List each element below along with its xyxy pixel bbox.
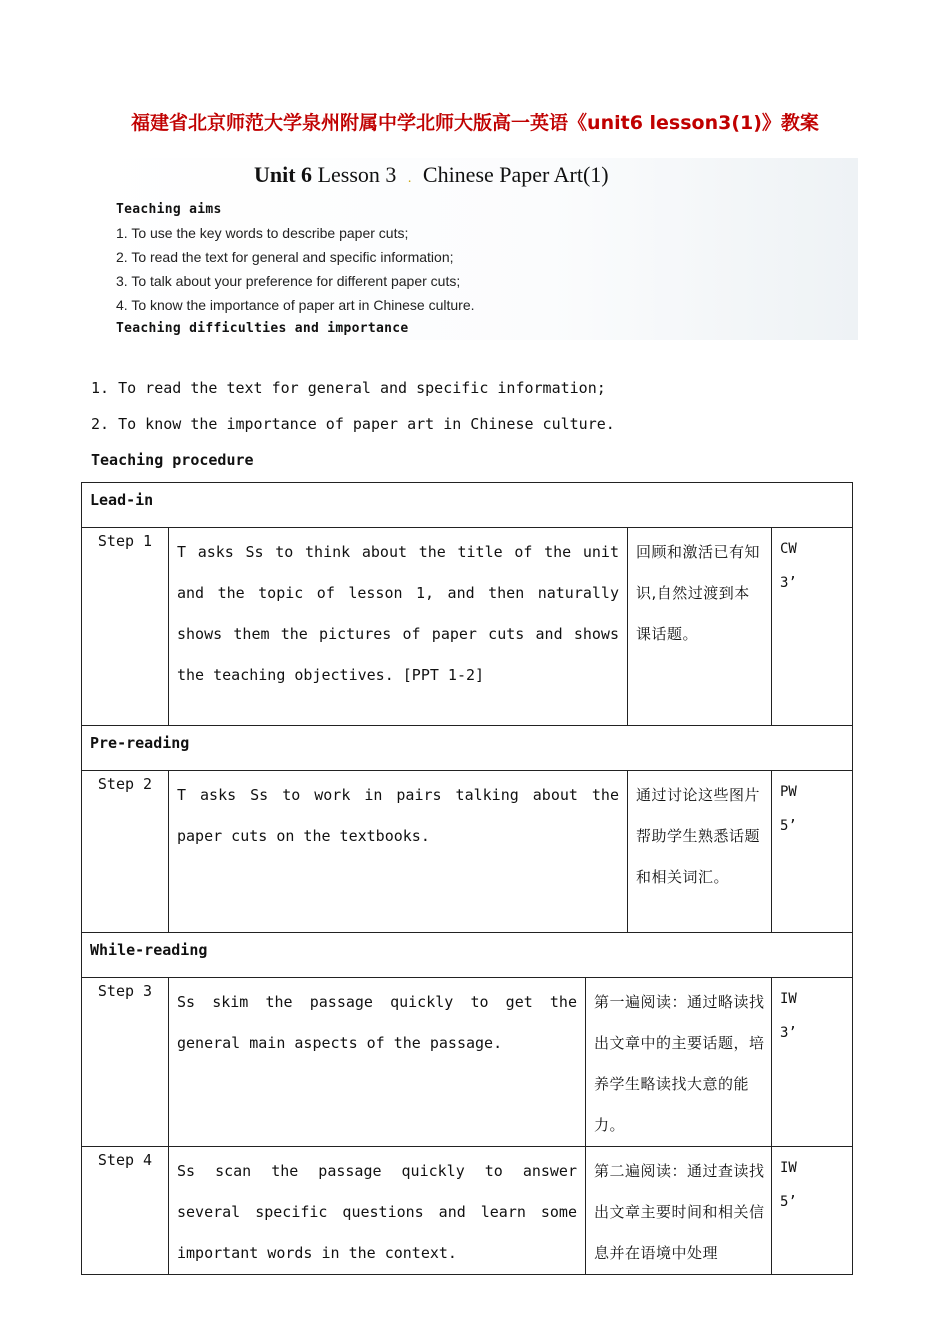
step-description: T asks Ss to work in pairs talking about the paper cuts on the textbooks.	[169, 771, 628, 933]
section-row	[82, 933, 853, 978]
banner-unit: Unit 6	[254, 162, 313, 187]
aim-item-1: 1. To use the key words to describe paper cuts;	[116, 225, 409, 241]
step-purpose: 通过讨论这些图片帮助学生熟悉话题和相关词汇。	[628, 771, 772, 933]
banner-title	[254, 162, 609, 188]
step-mode-time	[772, 771, 853, 933]
step-time: 5’	[780, 1194, 797, 1210]
difficulty-item-2: 2. To know the importance of paper art in Chinese culture.	[91, 415, 615, 433]
step-description: Ss skim the passage quickly to get the general main aspects of the passage.	[169, 978, 586, 1147]
step-label: Step 3	[82, 978, 169, 1147]
procedure-heading: Teaching procedure	[91, 451, 254, 469]
step-time: 3’	[780, 1025, 797, 1041]
document-title: 福建省北京师范大学泉州附属中学北师大版高一英语《unit6 lesson3(1)》教案	[131, 112, 819, 134]
section-label: Lead-in	[82, 483, 853, 528]
lesson-banner	[90, 158, 858, 340]
step-description: T asks Ss to think about the title of the unit and the topic of lesson 1, and then naturally shows them the pictures of paper cuts and shows the teaching objectives. [PPT 1-2]	[169, 528, 628, 726]
step-mode: CW	[780, 541, 797, 557]
aim-item-3: 3. To talk about your preference for different paper cuts;	[116, 273, 461, 289]
step-mode: IW	[780, 991, 797, 1007]
banner-topic: Chinese Paper Art(1)	[422, 162, 609, 187]
step-mode-time	[772, 528, 853, 726]
step-label: Step 1	[82, 528, 169, 726]
section-label: Pre-reading	[82, 726, 853, 771]
step-mode-time	[772, 978, 853, 1147]
difficulties-heading: Teaching difficulties and importance	[116, 321, 409, 336]
step-purpose: 回顾和激活已有知识,自然过渡到本课话题。	[628, 528, 772, 726]
step-purpose: 第一遍阅读：通过略读找出文章中的主要话题，培养学生略读找大意的能力。	[586, 978, 772, 1147]
step-mode-time	[772, 1147, 853, 1275]
banner-lesson: Lesson 3	[317, 162, 397, 187]
table-row	[82, 1147, 853, 1275]
section-row	[82, 726, 853, 771]
aim-item-2: 2. To read the text for general and specific information;	[116, 249, 454, 265]
section-row	[82, 483, 853, 528]
table-row	[82, 528, 853, 726]
step-mode: IW	[780, 1160, 797, 1176]
step-description: Ss scan the passage quickly to answer several specific questions and learn some important words in the context.	[169, 1147, 586, 1275]
procedure-table	[81, 482, 853, 1275]
table-row	[82, 771, 853, 933]
step-mode: PW	[780, 784, 797, 800]
step-label: Step 4	[82, 1147, 169, 1275]
aims-heading: Teaching aims	[116, 202, 222, 217]
step-label: Step 2	[82, 771, 169, 933]
banner-dot: .	[407, 171, 412, 186]
step-purpose: 第二遍阅读：通过查读找出文章主要时间和相关信息并在语境中处理	[586, 1147, 772, 1275]
step-time: 3’	[780, 575, 797, 591]
difficulty-item-1: 1. To read the text for general and specific information;	[91, 379, 606, 397]
aim-item-4: 4. To know the importance of paper art in Chinese culture.	[116, 297, 475, 313]
section-label: While-reading	[82, 933, 853, 978]
step-time: 5’	[780, 818, 797, 834]
table-row	[82, 978, 853, 1147]
